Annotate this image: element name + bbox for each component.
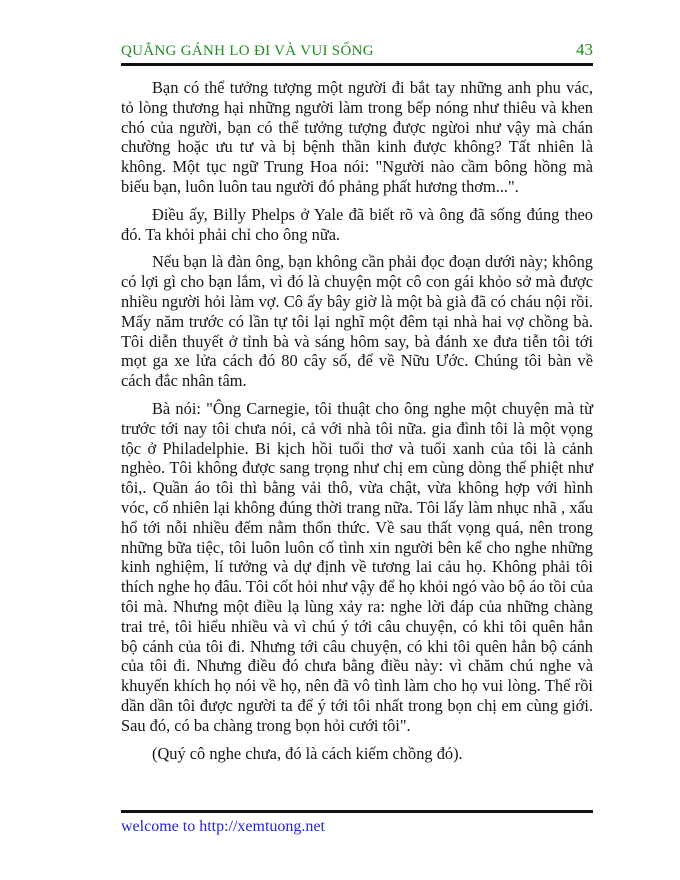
- book-title: QUẲNG GÁNH LO ĐI VÀ VUI SỐNG: [121, 43, 374, 59]
- header-row: [121, 40, 593, 60]
- page-footer: [121, 810, 593, 836]
- paragraph-5: (Quý cô nghe chưa, đó là cách kiếm chồng đó).: [152, 743, 463, 763]
- paragraph-3: Nếu bạn là đàn ông, bạn không cần phải đọc đoạn dưới này; không có lợi gì cho bạn lắm, vì đó là chuyện một cô con gái khỏo sở mà được nhiều người hỏi làm vợ. Cô ấy bây giờ là một bà già đã có cháu nội rồi. Mấy năm trước có lần tự tôi lại nghĩ một đêm tại nhà hai vợ chồng bà. Tôi diễn thuyết ở tỉnh bà và sáng hôm say, bà đánh xe đưa tiễn tôi tới mọt ga xe lửa cách đó 80 cây số, để về Nữu Ước. Chúng tôi bàn về cách đắc nhân tâm.: [121, 252, 593, 391]
- page-body-text: [121, 78, 593, 771]
- paragraph-4: Bà nói: "Ông Carnegie, tôi thuật cho ông nghe một chuyện mà từ trước tới nay tôi chưa nói, cả với nhà tôi nữa. gia đình tôi là một vọng tộc ở Philadelphie. Bi kịch hồi tuổi thơ và tuổi xanh của tôi là cảnh nghèo. Tôi không được sang trọng như chị em cùng dòng thế phiệt như tôi,. Quần áo tôi thì bằng vải thô, vừa chật, vừa không hợp với hình vóc, cố nhiên lại không đúng thời trang nữa. Tôi lấy làm nhục nhã , xấu hổ tới nỗi nhiều đếm nằm thổn thức. Về sau thất vọng quá, nên trong những bữa tiệc, tôi luôn luôn cố tình xin người bên kể cho nghe những kinh nghiệm, lí tưởng và dự định về tương lai cảu họ. Không phải tôi thích nghe họ đâu. Tôi cốt hỏi như vậy để họ khỏi ngó vào bộ áo tồi của tôi mà. Nhưng một điều lạ lùng xảy ra: nghe lời đáp của những chàng trai trẻ, tôi hiểu nhiều và vì chú ý tới câu chuyện, có khi tôi quên hẳn bộ cánh của tôi đi. Nhưng tới câu chuyện, có khi tôi quên hẳn bộ cánh của tôi đi. Nhưng điều đó chưa bằng điều này: vì chăm chú nghe và khuyến khích họ nói về họ, nên đã vô tình làm cho họ vui lòng. Thế rồi dần dần tôi được người ta để ý tới tôi nhất trong bọn chị em cùng giới. Sau đó, có ba chàng trong bọn hỏi cưới tôi".: [121, 398, 593, 735]
- website-link[interactable]: welcome to http://xemtuong.net: [121, 817, 325, 835]
- page-header: [121, 40, 593, 66]
- paragraph-2: Điều ấy, Billy Phelps ở Yale đã biết rõ và ông đã sống đúng theo đó. Ta khỏi phải chỉ cho ông nữa.: [121, 204, 593, 244]
- header-rule: [121, 63, 593, 66]
- page-number: 43: [576, 40, 593, 59]
- paragraph-1: Bạn có thể tưởng tượng một người đi bắt tay những anh phu vác, tỏ lòng thương hại những người làm trong bếp nóng như thiêu và khen chó của người, bạn có thể tưởng tượng được ngừoi như vậy mà chán chường hoặc ưu tư và bị bệnh thần kinh được không? Tất nhiên là không. Một tục ngữ Trung Hoa nói: "Người nào cầm bông hồng mà biếu bạn, luôn luôn tau người đó phảng phất hương thơm...".: [121, 78, 593, 196]
- footer-rule: [121, 810, 593, 813]
